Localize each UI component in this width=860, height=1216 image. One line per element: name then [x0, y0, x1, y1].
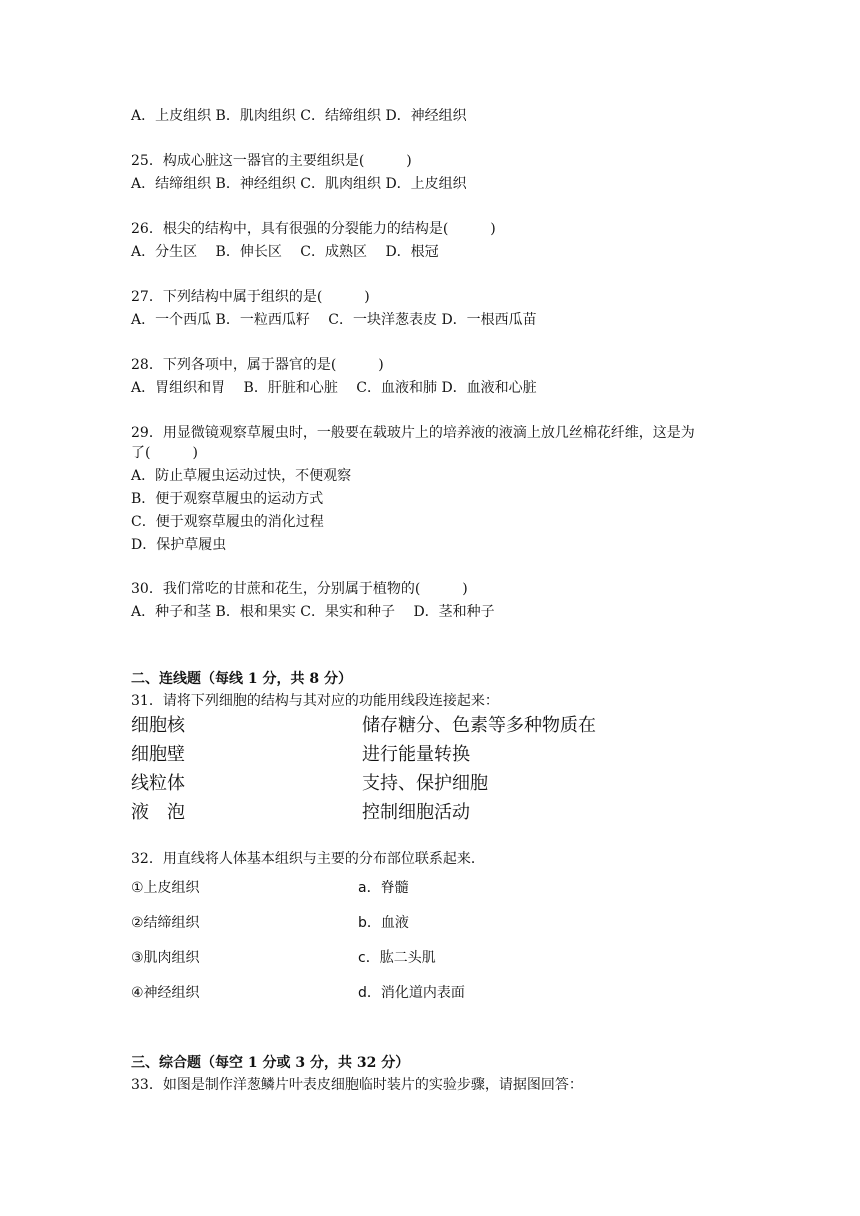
q32-tissue: ③肌肉组织	[131, 950, 200, 966]
q31-function: 进行能量转换	[362, 744, 470, 765]
q29-option-a: A．防止草履虫运动过快，不便观察	[131, 468, 352, 484]
q29-stem-line1: 29．用显微镜观察草履虫时，一般要在载玻片上的培养液的液滴上放几丝棉花纤维，这是为	[131, 425, 695, 441]
q32-row	[131, 948, 731, 968]
section2-heading: 二、连线题（每线 1 分，共 8 分）	[131, 671, 352, 687]
q28-options: A．胃组织和胃 B．肝脏和心脏 C．血液和肺 D．血液和心脏	[131, 380, 537, 396]
q32-tissue: ②结缔组织	[131, 915, 200, 931]
q33-stem: 33．如图是制作洋葱鳞片叶表皮细胞临时装片的实验步骤，请据图回答：	[131, 1077, 583, 1093]
section3-heading: 三、综合题（每空 1 分或 3 分，共 32 分）	[131, 1055, 410, 1071]
q32-location: b．血液	[358, 915, 409, 931]
q31-row	[131, 801, 731, 825]
q31-structure: 细胞核	[131, 715, 185, 736]
q25-options: A．结缔组织 B．神经组织 C．肌肉组织 D．上皮组织	[131, 176, 467, 192]
q29-option-b: B．便于观察草履虫的运动方式	[131, 491, 324, 507]
q29-option-c: C．便于观察草履虫的消化过程	[131, 514, 324, 530]
q32-location: d．消化道内表面	[358, 985, 465, 1001]
q31-row	[131, 772, 731, 796]
q32-row	[131, 913, 731, 933]
q32-row	[131, 983, 731, 1003]
q31-function: 储存糖分、色素等多种物质在	[362, 715, 596, 736]
q32-stem: 32．用直线将人体基本组织与主要的分布部位联系起来．	[131, 851, 485, 867]
q32-location: a．脊髓	[358, 880, 409, 896]
q26-stem: 26．根尖的结构中，具有很强的分裂能力的结构是( )	[131, 221, 496, 237]
q31-structure: 液 泡	[131, 802, 185, 823]
q24-options: A．上皮组织 B．肌肉组织 C．结缔组织 D．神经组织	[131, 108, 467, 124]
q31-function: 控制细胞活动	[362, 802, 470, 823]
q31-row	[131, 714, 731, 738]
q31-row	[131, 743, 731, 767]
q30-stem: 30．我们常吃的甘蔗和花生，分别属于植物的( )	[131, 581, 468, 597]
q32-tissue: ①上皮组织	[131, 880, 200, 896]
q31-structure: 线粒体	[131, 773, 185, 794]
q26-options: A．分生区 B．伸长区 C．成熟区 D．根冠	[131, 244, 439, 260]
q29-stem-line2: 了( )	[131, 445, 198, 461]
q29-option-d: D．保护草履虫	[131, 537, 227, 553]
q32-location: c．肱二头肌	[358, 950, 436, 966]
q30-options: A．种子和茎 B．根和果实 C．果实和种子 D．茎和种子	[131, 604, 495, 620]
q27-options: A．一个西瓜 B．一粒西瓜籽 C．一块洋葱表皮 D．一根西瓜苗	[131, 312, 537, 328]
q31-structure: 细胞壁	[131, 744, 185, 765]
q32-row	[131, 878, 731, 898]
q32-tissue: ④神经组织	[131, 985, 200, 1001]
q27-stem: 27．下列结构中属于组织的是( )	[131, 289, 370, 305]
q31-function: 支持、保护细胞	[362, 773, 488, 794]
q25-stem: 25．构成心脏这一器官的主要组织是( )	[131, 153, 412, 169]
q31-stem: 31．请将下列细胞的结构与其对应的功能用线段连接起来：	[131, 693, 499, 709]
q28-stem: 28．下列各项中，属于器官的是( )	[131, 357, 384, 373]
